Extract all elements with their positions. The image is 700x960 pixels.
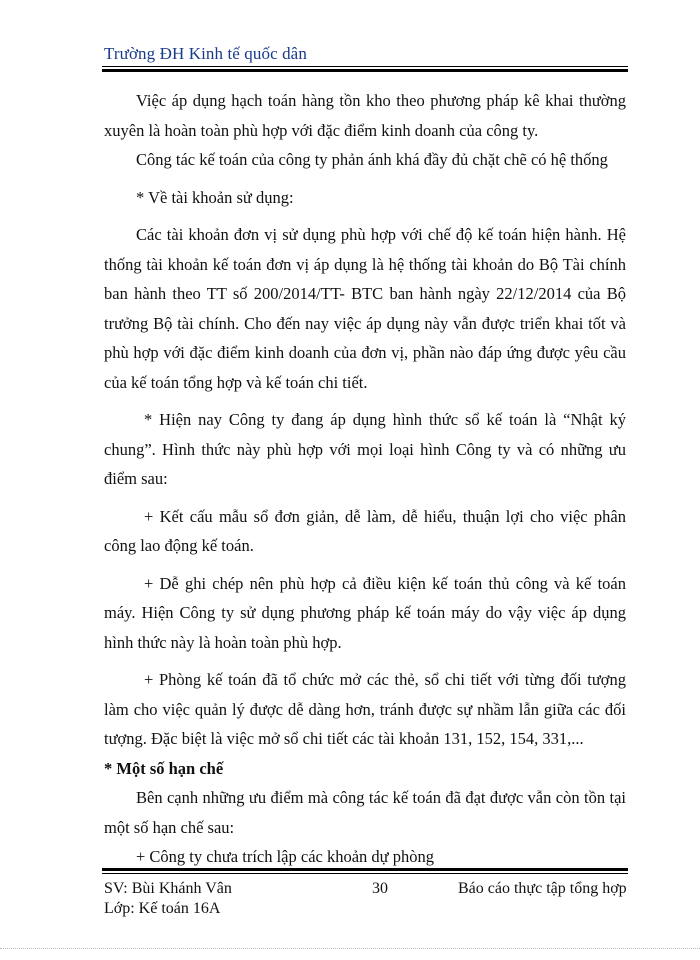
document-body	[104, 86, 626, 872]
footer-student: SV: Bùi Khánh Vân	[104, 880, 232, 897]
paragraph-7: + Dễ ghi chép nên phù hợp cả điều kiện kế toán thủ công và kế toán máy. Hiện Công ty sử dụng phương pháp kế toán máy do vậy việc áp dụng hình thức này là hoàn toàn phù hợp.	[104, 573, 626, 652]
header-rule-thin	[102, 66, 628, 67]
paragraph-5: * Hiện nay Công ty đang áp dụng hình thức sổ kế toán là “Nhật ký chung”. Hình thức này phù hợp với mọi loại hình Công ty và có những ưu điểm sau:	[104, 410, 626, 488]
footer-class: Lớp: Kế toán 16A	[104, 900, 221, 917]
footer-rule-thin	[102, 873, 628, 874]
header-title: Trường ĐH Kinh tế quốc dân	[104, 44, 307, 63]
paragraph-4: Các tài khoản đơn vị sử dụng phù hợp với chế độ kế toán hiện hành. Hệ thống tài khoản kế toán đơn vị áp dụng là hệ thống tài khoản do Bộ Tài chính ban hành theo TT số 200/2014/TT- BTC ban hành ngày 22/12/2014 của Bộ trưởng Bộ tài chính. Cho đến nay việc áp dụng này vẫn được triển khai tốt và phù hợp với đặc điểm kinh doanh của đơn vị, phần nào đáp ứng được yêu cầu của kế toán tổng hợp và kế toán chi tiết.	[104, 225, 626, 392]
footer-rule-thick	[102, 868, 628, 871]
paragraph-2: Công tác kế toán của công ty phản ánh khá đầy đủ chặt chẽ có hệ thống	[136, 150, 608, 169]
section-heading: * Một số hạn chế	[104, 758, 224, 778]
footer-page-number: 30	[372, 880, 388, 897]
paragraph-1: Việc áp dụng hạch toán hàng tồn kho theo phương pháp kê khai thường xuyên là hoàn toàn phù hợp với đặc điểm kinh doanh của công ty.	[104, 91, 626, 140]
footer-report-title: Báo cáo thực tập tổng hợp	[458, 880, 627, 897]
header-rule-thick	[102, 69, 628, 72]
page-break-dotted-line	[0, 948, 700, 949]
paragraph-10: + Công ty chưa trích lập các khoản dự phòng	[136, 847, 434, 866]
paragraph-3: * Về tài khoản sử dụng:	[136, 187, 294, 207]
paragraph-6: + Kết cấu mẫu sổ đơn giản, dễ làm, dễ hiểu, thuận lợi cho việc phân công lao động kế toán.	[104, 506, 626, 555]
paragraph-8: + Phòng kế toán đã tổ chức mở các thẻ, sổ chi tiết với từng đối tượng làm cho việc quản lý được dễ dàng hơn, tránh được sự nhầm lẫn giữa các đối tượng. Đặc biệt là việc mở sổ chi tiết các tài khoản 131, 152, 154, 331,...	[104, 670, 626, 748]
paragraph-9: Bên cạnh những ưu điểm mà công tác kế toán đã đạt được vẫn còn tồn tại một số hạn chế sau:	[104, 788, 626, 837]
